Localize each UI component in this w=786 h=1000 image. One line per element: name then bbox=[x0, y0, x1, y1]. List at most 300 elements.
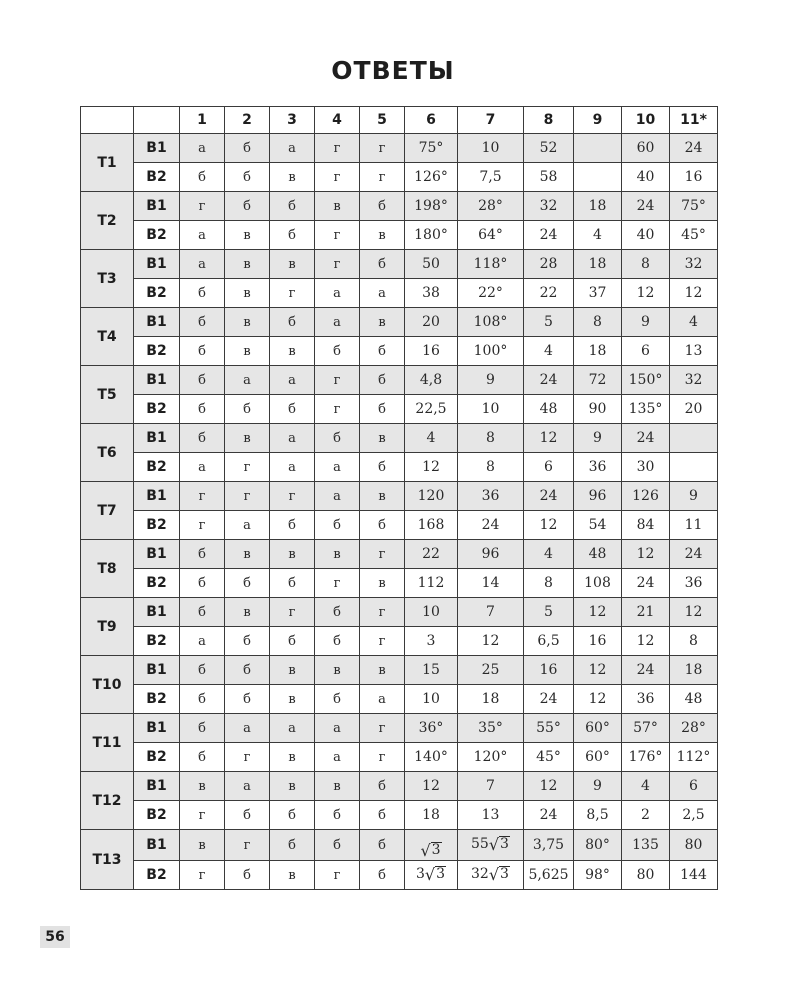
answer-cell: 80 bbox=[622, 861, 670, 890]
answer-cell: б bbox=[315, 511, 360, 540]
answer-cell: 9 bbox=[574, 424, 622, 453]
answer-cell: 36 bbox=[458, 482, 524, 511]
table-row bbox=[81, 511, 718, 540]
table-row bbox=[81, 308, 718, 337]
answer-cell: 108 bbox=[574, 569, 622, 598]
answer-cell: б bbox=[360, 453, 405, 482]
answer-cell: б bbox=[180, 743, 225, 772]
header-row bbox=[81, 107, 718, 134]
answer-cell: 5 bbox=[524, 308, 574, 337]
answer-cell: г bbox=[360, 627, 405, 656]
answer-cell: г bbox=[315, 163, 360, 192]
test-label: Т2 bbox=[81, 192, 134, 250]
answer-cell: б bbox=[315, 627, 360, 656]
answer-cell: 21 bbox=[622, 598, 670, 627]
answer-cell: в bbox=[270, 337, 315, 366]
answer-cell: 12 bbox=[670, 279, 718, 308]
answer-cell: 75° bbox=[405, 134, 458, 163]
answer-cell: г bbox=[315, 221, 360, 250]
answer-cell: 198° bbox=[405, 192, 458, 221]
sqrt-icon: √ bbox=[488, 835, 500, 854]
answer-cell: а bbox=[225, 772, 270, 801]
answer-cell: 6 bbox=[622, 337, 670, 366]
table-row bbox=[81, 366, 718, 395]
answer-cell: б bbox=[315, 685, 360, 714]
answer-cell: в bbox=[270, 250, 315, 279]
table-row bbox=[81, 830, 718, 861]
variant-label: В2 bbox=[134, 337, 180, 366]
answer-cell: г bbox=[360, 714, 405, 743]
answer-cell: в bbox=[270, 743, 315, 772]
answer-cell: 120° bbox=[458, 743, 524, 772]
answer-cell: г bbox=[225, 482, 270, 511]
variant-label: В1 bbox=[134, 772, 180, 801]
answer-cell: 24 bbox=[670, 134, 718, 163]
answer-cell: 84 bbox=[622, 511, 670, 540]
answer-cell: а bbox=[315, 279, 360, 308]
answer-cell: 9 bbox=[670, 482, 718, 511]
answer-cell: б bbox=[180, 569, 225, 598]
answer-cell: г bbox=[225, 743, 270, 772]
answer-cell: а bbox=[270, 134, 315, 163]
answer-cell: б bbox=[225, 395, 270, 424]
variant-label: В2 bbox=[134, 569, 180, 598]
answer-cell: б bbox=[225, 134, 270, 163]
answer-cell: 18 bbox=[405, 801, 458, 830]
answer-cell: 72 bbox=[574, 366, 622, 395]
answer-cell: в bbox=[225, 540, 270, 569]
column-header: 10 bbox=[622, 107, 670, 134]
answer-cell: г bbox=[360, 598, 405, 627]
test-label: Т13 bbox=[81, 830, 134, 890]
answer-cell: 140° bbox=[405, 743, 458, 772]
sqrt-icon: √ bbox=[488, 865, 500, 884]
answer-cell: 40 bbox=[622, 163, 670, 192]
table-row bbox=[81, 627, 718, 656]
answer-cell: 45° bbox=[670, 221, 718, 250]
answer-cell: б bbox=[225, 627, 270, 656]
answer-cell: 4 bbox=[574, 221, 622, 250]
answer-cell: 18 bbox=[574, 250, 622, 279]
answer-cell: 144 bbox=[670, 861, 718, 890]
answer-cell: а bbox=[270, 424, 315, 453]
answer-cell: 12 bbox=[524, 511, 574, 540]
answer-cell: г bbox=[315, 366, 360, 395]
answer-cell: 9 bbox=[622, 308, 670, 337]
answer-cell: б bbox=[180, 540, 225, 569]
table-row bbox=[81, 424, 718, 453]
variant-label: В2 bbox=[134, 627, 180, 656]
answer-cell: 4 bbox=[405, 424, 458, 453]
answer-cell: б bbox=[315, 801, 360, 830]
sqrt-icon: √ bbox=[420, 841, 431, 860]
radicand: 3 bbox=[436, 866, 446, 882]
variant-label: В1 bbox=[134, 598, 180, 627]
variant-label: В1 bbox=[134, 366, 180, 395]
variant-label: В1 bbox=[134, 250, 180, 279]
answer-cell: 22° bbox=[458, 279, 524, 308]
answer-cell: 12 bbox=[458, 627, 524, 656]
test-label: Т10 bbox=[81, 656, 134, 714]
answer-cell: б bbox=[270, 830, 315, 861]
table-row bbox=[81, 801, 718, 830]
answer-cell: в bbox=[270, 772, 315, 801]
answer-cell: 150° bbox=[622, 366, 670, 395]
answer-cell: в bbox=[360, 424, 405, 453]
answer-cell: 12 bbox=[524, 772, 574, 801]
answer-cell: 54 bbox=[574, 511, 622, 540]
test-label: Т7 bbox=[81, 482, 134, 540]
answer-cell: б bbox=[180, 656, 225, 685]
table-row bbox=[81, 714, 718, 743]
answer-cell: 6,5 bbox=[524, 627, 574, 656]
answer-cell: 48 bbox=[670, 685, 718, 714]
answer-cell: 20 bbox=[670, 395, 718, 424]
answer-cell: 10 bbox=[458, 395, 524, 424]
answer-cell bbox=[670, 424, 718, 453]
answer-cell: 32 bbox=[670, 250, 718, 279]
answer-cell: 10 bbox=[458, 134, 524, 163]
answer-cell: а bbox=[315, 714, 360, 743]
variant-label: В2 bbox=[134, 395, 180, 424]
answer-cell: 8 bbox=[524, 569, 574, 598]
answer-cell: 30 bbox=[622, 453, 670, 482]
answer-cell: г bbox=[225, 830, 270, 861]
variant-label: В1 bbox=[134, 656, 180, 685]
answer-cell: 12 bbox=[622, 627, 670, 656]
answer-cell: 15 bbox=[405, 656, 458, 685]
answer-cell: 28° bbox=[670, 714, 718, 743]
answer-cell: г bbox=[270, 482, 315, 511]
answer-cell: г bbox=[360, 743, 405, 772]
answer-cell: 126° bbox=[405, 163, 458, 192]
table-row bbox=[81, 337, 718, 366]
answer-cell: 100° bbox=[458, 337, 524, 366]
answers-table bbox=[80, 106, 718, 890]
answer-cell: 3,75 bbox=[524, 830, 574, 861]
answer-cell: в bbox=[225, 308, 270, 337]
answer-cell: б bbox=[225, 685, 270, 714]
answer-cell: 28 bbox=[524, 250, 574, 279]
answer-cell: 176° bbox=[622, 743, 670, 772]
answer-cell: в bbox=[315, 772, 360, 801]
answer-cell: 3 bbox=[405, 627, 458, 656]
answer-cell: 22 bbox=[405, 540, 458, 569]
table-row bbox=[81, 221, 718, 250]
answer-cell: 108° bbox=[458, 308, 524, 337]
answer-cell: 12 bbox=[622, 279, 670, 308]
answer-cell: а bbox=[315, 482, 360, 511]
answer-cell: 45° bbox=[524, 743, 574, 772]
answer-cell: 40 bbox=[622, 221, 670, 250]
answer-cell: б bbox=[180, 424, 225, 453]
column-header: 5 bbox=[360, 107, 405, 134]
answer-cell: а bbox=[270, 453, 315, 482]
answer-cell: б bbox=[180, 714, 225, 743]
answer-cell: в bbox=[360, 656, 405, 685]
answer-cell: в bbox=[360, 308, 405, 337]
answer-cell: 9 bbox=[574, 772, 622, 801]
test-label: Т9 bbox=[81, 598, 134, 656]
table-row bbox=[81, 656, 718, 685]
answer-cell: 13 bbox=[670, 337, 718, 366]
answer-cell: в bbox=[225, 221, 270, 250]
variant-label: В1 bbox=[134, 540, 180, 569]
answer-cell: 18 bbox=[670, 656, 718, 685]
answer-cell: 13 bbox=[458, 801, 524, 830]
test-label: Т6 bbox=[81, 424, 134, 482]
answer-cell: 18 bbox=[574, 192, 622, 221]
test-label: Т12 bbox=[81, 772, 134, 830]
answer-cell: в bbox=[225, 337, 270, 366]
answer-cell: а bbox=[180, 250, 225, 279]
variant-label: В2 bbox=[134, 511, 180, 540]
page-title: ОТВЕТЫ bbox=[331, 56, 455, 85]
answer-cell: 80° bbox=[574, 830, 622, 861]
answer-cell: б bbox=[270, 511, 315, 540]
answer-cell: 96 bbox=[574, 482, 622, 511]
answer-cell: г bbox=[270, 279, 315, 308]
answer-cell: б bbox=[225, 569, 270, 598]
answer-cell: 36 bbox=[622, 685, 670, 714]
answer-cell: 52 bbox=[524, 134, 574, 163]
radicand: 3 bbox=[431, 842, 441, 858]
answer-cell: б bbox=[180, 395, 225, 424]
variant-label: В2 bbox=[134, 221, 180, 250]
answer-cell: в bbox=[315, 192, 360, 221]
answer-cell: 36° bbox=[405, 714, 458, 743]
answer-cell: в bbox=[360, 569, 405, 598]
answer-cell: 60 bbox=[622, 134, 670, 163]
radical-expression bbox=[416, 866, 446, 884]
answer-cell: в bbox=[270, 540, 315, 569]
answer-cell: а bbox=[315, 308, 360, 337]
answer-cell: 16 bbox=[574, 627, 622, 656]
answer-cell: 35° bbox=[458, 714, 524, 743]
answer-cell: г bbox=[270, 598, 315, 627]
answer-cell: 135 bbox=[622, 830, 670, 861]
answer-cell: в bbox=[225, 598, 270, 627]
answer-cell: 36 bbox=[670, 569, 718, 598]
column-header: 8 bbox=[524, 107, 574, 134]
answer-cell: г bbox=[315, 134, 360, 163]
answer-cell: а bbox=[270, 366, 315, 395]
answer-cell: г bbox=[180, 511, 225, 540]
answer-cell: 5 bbox=[524, 598, 574, 627]
answer-cell: б bbox=[270, 627, 315, 656]
answer-cell: 24 bbox=[458, 511, 524, 540]
variant-label: В2 bbox=[134, 685, 180, 714]
header-corner bbox=[134, 107, 180, 134]
answer-cell: б bbox=[180, 279, 225, 308]
answer-cell: 126 bbox=[622, 482, 670, 511]
answer-cell: а bbox=[180, 221, 225, 250]
variant-label: В1 bbox=[134, 714, 180, 743]
answer-cell: 80 bbox=[670, 830, 718, 861]
answer-cell: б bbox=[180, 163, 225, 192]
answer-cell: б bbox=[270, 192, 315, 221]
answer-cell: 8 bbox=[458, 453, 524, 482]
header-corner bbox=[81, 107, 134, 134]
answer-cell: б bbox=[225, 801, 270, 830]
answer-cell: 14 bbox=[458, 569, 524, 598]
answer-cell: 16 bbox=[524, 656, 574, 685]
answer-cell: б bbox=[360, 250, 405, 279]
answer-cell: 18 bbox=[574, 337, 622, 366]
answer-cell: 24 bbox=[670, 540, 718, 569]
column-header: 4 bbox=[315, 107, 360, 134]
answer-cell: г bbox=[180, 861, 225, 890]
answer-cell: г bbox=[360, 134, 405, 163]
answer-cell: 60° bbox=[574, 714, 622, 743]
answer-cell: б bbox=[270, 395, 315, 424]
answer-cell: 7,5 bbox=[458, 163, 524, 192]
answer-cell: 37 bbox=[574, 279, 622, 308]
answer-cell bbox=[405, 830, 458, 861]
answer-cell: 48 bbox=[574, 540, 622, 569]
radicand: 3 bbox=[500, 866, 509, 882]
answer-cell: г bbox=[360, 540, 405, 569]
table-row bbox=[81, 453, 718, 482]
answer-cell: 12 bbox=[574, 656, 622, 685]
answer-cell: 12 bbox=[405, 453, 458, 482]
answer-cell: 8 bbox=[574, 308, 622, 337]
answer-cell: в bbox=[225, 250, 270, 279]
answer-cell: 168 bbox=[405, 511, 458, 540]
answer-cell: 60° bbox=[574, 743, 622, 772]
answer-cell: 8 bbox=[622, 250, 670, 279]
table-row bbox=[81, 163, 718, 192]
answer-cell: 12 bbox=[405, 772, 458, 801]
answer-cell: 24 bbox=[524, 482, 574, 511]
answer-cell: в bbox=[315, 540, 360, 569]
answer-cell: б bbox=[270, 801, 315, 830]
answer-cell: б bbox=[360, 337, 405, 366]
answer-cell: 32 bbox=[524, 192, 574, 221]
answer-cell: а bbox=[180, 453, 225, 482]
answer-cell: 57° bbox=[622, 714, 670, 743]
answer-cell: а bbox=[225, 714, 270, 743]
answer-cell: 6 bbox=[670, 772, 718, 801]
radicand: 3 bbox=[500, 836, 509, 852]
answer-cell: 12 bbox=[670, 598, 718, 627]
answer-cell: 6 bbox=[524, 453, 574, 482]
answer-cell: б bbox=[360, 192, 405, 221]
answer-cell: 2 bbox=[622, 801, 670, 830]
answer-cell: в bbox=[270, 685, 315, 714]
answer-cell: 4 bbox=[622, 772, 670, 801]
answer-cell: 10 bbox=[405, 598, 458, 627]
column-header: 11* bbox=[670, 107, 718, 134]
answer-cell bbox=[574, 163, 622, 192]
answer-cell: 12 bbox=[574, 685, 622, 714]
answer-cell: 4 bbox=[524, 540, 574, 569]
answer-cell: г bbox=[180, 482, 225, 511]
answer-cell: 58 bbox=[524, 163, 574, 192]
answer-cell: 24 bbox=[524, 685, 574, 714]
answer-cell: а bbox=[270, 714, 315, 743]
answer-cell: б bbox=[225, 861, 270, 890]
answer-cell: а bbox=[225, 366, 270, 395]
answer-cell: в bbox=[360, 482, 405, 511]
answer-cell: г bbox=[180, 801, 225, 830]
answer-cell: 25 bbox=[458, 656, 524, 685]
answer-cell: 9 bbox=[458, 366, 524, 395]
answer-cell: 24 bbox=[622, 424, 670, 453]
radical-expression bbox=[471, 866, 510, 884]
answer-cell: 90 bbox=[574, 395, 622, 424]
table-row bbox=[81, 685, 718, 714]
answer-cell: в bbox=[315, 656, 360, 685]
answer-cell: 98° bbox=[574, 861, 622, 890]
answer-cell: 16 bbox=[670, 163, 718, 192]
answer-cell: 28° bbox=[458, 192, 524, 221]
answer-cell: 48 bbox=[524, 395, 574, 424]
test-label: Т4 bbox=[81, 308, 134, 366]
variant-label: В1 bbox=[134, 424, 180, 453]
answer-cell: 8,5 bbox=[574, 801, 622, 830]
answer-cell: 55° bbox=[524, 714, 574, 743]
radical-expression bbox=[471, 836, 510, 854]
answer-cell: б bbox=[360, 830, 405, 861]
answer-cell: 112 bbox=[405, 569, 458, 598]
answer-cell: б bbox=[360, 801, 405, 830]
answer-cell: 4 bbox=[670, 308, 718, 337]
answer-cell: г bbox=[225, 453, 270, 482]
variant-label: В1 bbox=[134, 308, 180, 337]
answer-cell: 12 bbox=[524, 424, 574, 453]
answer-cell: 20 bbox=[405, 308, 458, 337]
column-header: 3 bbox=[270, 107, 315, 134]
answer-cell: в bbox=[180, 830, 225, 861]
answer-cell: 12 bbox=[574, 598, 622, 627]
answer-cell: 24 bbox=[622, 192, 670, 221]
answer-cell: а bbox=[180, 627, 225, 656]
column-header: 9 bbox=[574, 107, 622, 134]
answer-cell: г bbox=[315, 861, 360, 890]
table-row bbox=[81, 861, 718, 890]
answer-cell: 24 bbox=[622, 569, 670, 598]
table-row bbox=[81, 134, 718, 163]
answer-cell: б bbox=[360, 511, 405, 540]
answer-cell: 22 bbox=[524, 279, 574, 308]
answer-cell: б bbox=[180, 308, 225, 337]
answer-cell bbox=[405, 861, 458, 890]
answer-cell bbox=[458, 830, 524, 861]
test-label: Т11 bbox=[81, 714, 134, 772]
answer-cell: а bbox=[360, 685, 405, 714]
page-number: 56 bbox=[40, 926, 70, 948]
answer-cell: 24 bbox=[524, 801, 574, 830]
variant-label: В1 bbox=[134, 830, 180, 861]
answer-cell: б bbox=[315, 337, 360, 366]
answer-cell: б bbox=[225, 192, 270, 221]
table-row bbox=[81, 395, 718, 424]
answer-cell: 7 bbox=[458, 772, 524, 801]
answer-cell: 8 bbox=[458, 424, 524, 453]
answer-cell: а bbox=[315, 453, 360, 482]
table-row bbox=[81, 598, 718, 627]
column-header: 6 bbox=[405, 107, 458, 134]
answer-cell: б bbox=[270, 308, 315, 337]
answer-cell: 118° bbox=[458, 250, 524, 279]
answer-cell: б bbox=[360, 861, 405, 890]
variant-label: В2 bbox=[134, 743, 180, 772]
answer-cell: б bbox=[180, 685, 225, 714]
answer-cell: б bbox=[315, 424, 360, 453]
answer-cell: б bbox=[270, 221, 315, 250]
answer-cell: 8 bbox=[670, 627, 718, 656]
